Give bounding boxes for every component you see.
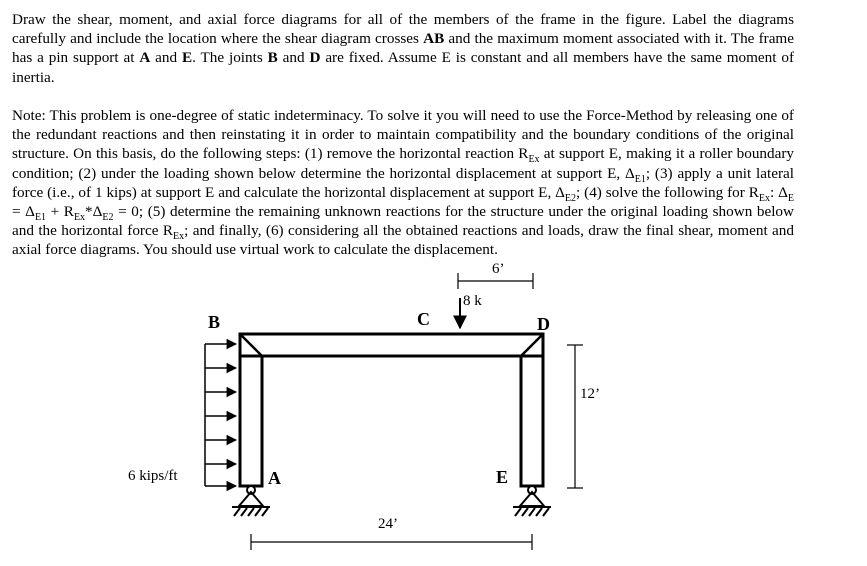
label-e: E [496,467,509,487]
point-load-label: 8 k [463,293,482,309]
dist-load-label: 6 kips/ft [128,468,178,484]
text-run: are fixed. Assume E is constant and all members have the same moment of inertia. [12,49,794,86]
bold-run: D [309,49,321,67]
text-run: ; and finally, (6) considering all the obtained reactions and loads, draw the final shear, moment and axial force diagrams. You should use virtual work to calculate the displacement. [12,222,794,259]
height-dimension [567,345,583,488]
bold-run: AB [423,30,445,48]
subscript: E1 [34,212,47,224]
pin-support-e [513,486,551,516]
span-dimension [251,534,532,550]
text-run: at support E, making it a roller boundary condition; (2) under the loading shown below determine the horizontal displacement at support E, Δ [12,145,794,182]
text-run: = Δ [12,203,35,221]
text-run: Note: This problem is one-degree of static indeterminacy. To solve it you will need to use the Force-Method by releasing one of the redundant reactions and then reinstating it in order to maintain compatibility and the boundary conditions of the original structure. On this basis, do the following steps: (1) remove the horizontal reaction R [12,107,794,163]
text-run: = 0; (5) determine the remaining unknown reactions for the structure under the original loading shown below and the horizontal force R [12,203,794,240]
label-d: D [537,314,550,334]
text-run: ; (4) solve the following for R [576,183,759,201]
text-run: *Δ [85,203,103,221]
text-run: + R [46,203,74,221]
height-label: 12’ [580,386,600,402]
text-run: and [277,49,310,67]
label-b: B [208,312,221,332]
pin-support-a [232,486,270,516]
subscript: E1 [634,173,646,185]
bold-run: B [267,49,278,67]
offset-label: 6’ [492,261,505,277]
fixed-joint-b [241,335,262,356]
column-ab [240,356,262,486]
subscript: E2 [102,212,114,224]
text-run: : Δ [769,183,788,201]
label-c: C [417,309,430,329]
text-run: Draw the shear, moment, and axial force diagrams for all of the members of the frame in the figure. Label the diagrams carefully and include the location where the shear diagram crosses [12,11,794,48]
bold-run: A [139,49,151,67]
subscript: E2 [564,192,577,204]
subscript: Ex [73,212,86,224]
text-run: ; (3) apply a unit lateral force (i.e., of 1 kips) at support E and calculate the horizontal displacement at support E, Δ [12,164,794,201]
bold-run: E [181,49,193,67]
subscript: Ex [528,154,540,166]
fixed-joint-d [521,335,542,356]
text-run: and the maximum moment associated with it. The frame has a pin support at [12,30,794,67]
subscript: E [787,192,794,204]
beam-bd [240,334,543,356]
label-a: A [268,468,281,488]
text-run: and [150,49,182,67]
distributed-load [205,344,236,486]
column-de [521,356,543,486]
span-label: 24’ [378,516,398,532]
text-run: . The joints [192,49,268,67]
subscript: Ex [758,192,770,204]
subscript: Ex [172,231,185,243]
